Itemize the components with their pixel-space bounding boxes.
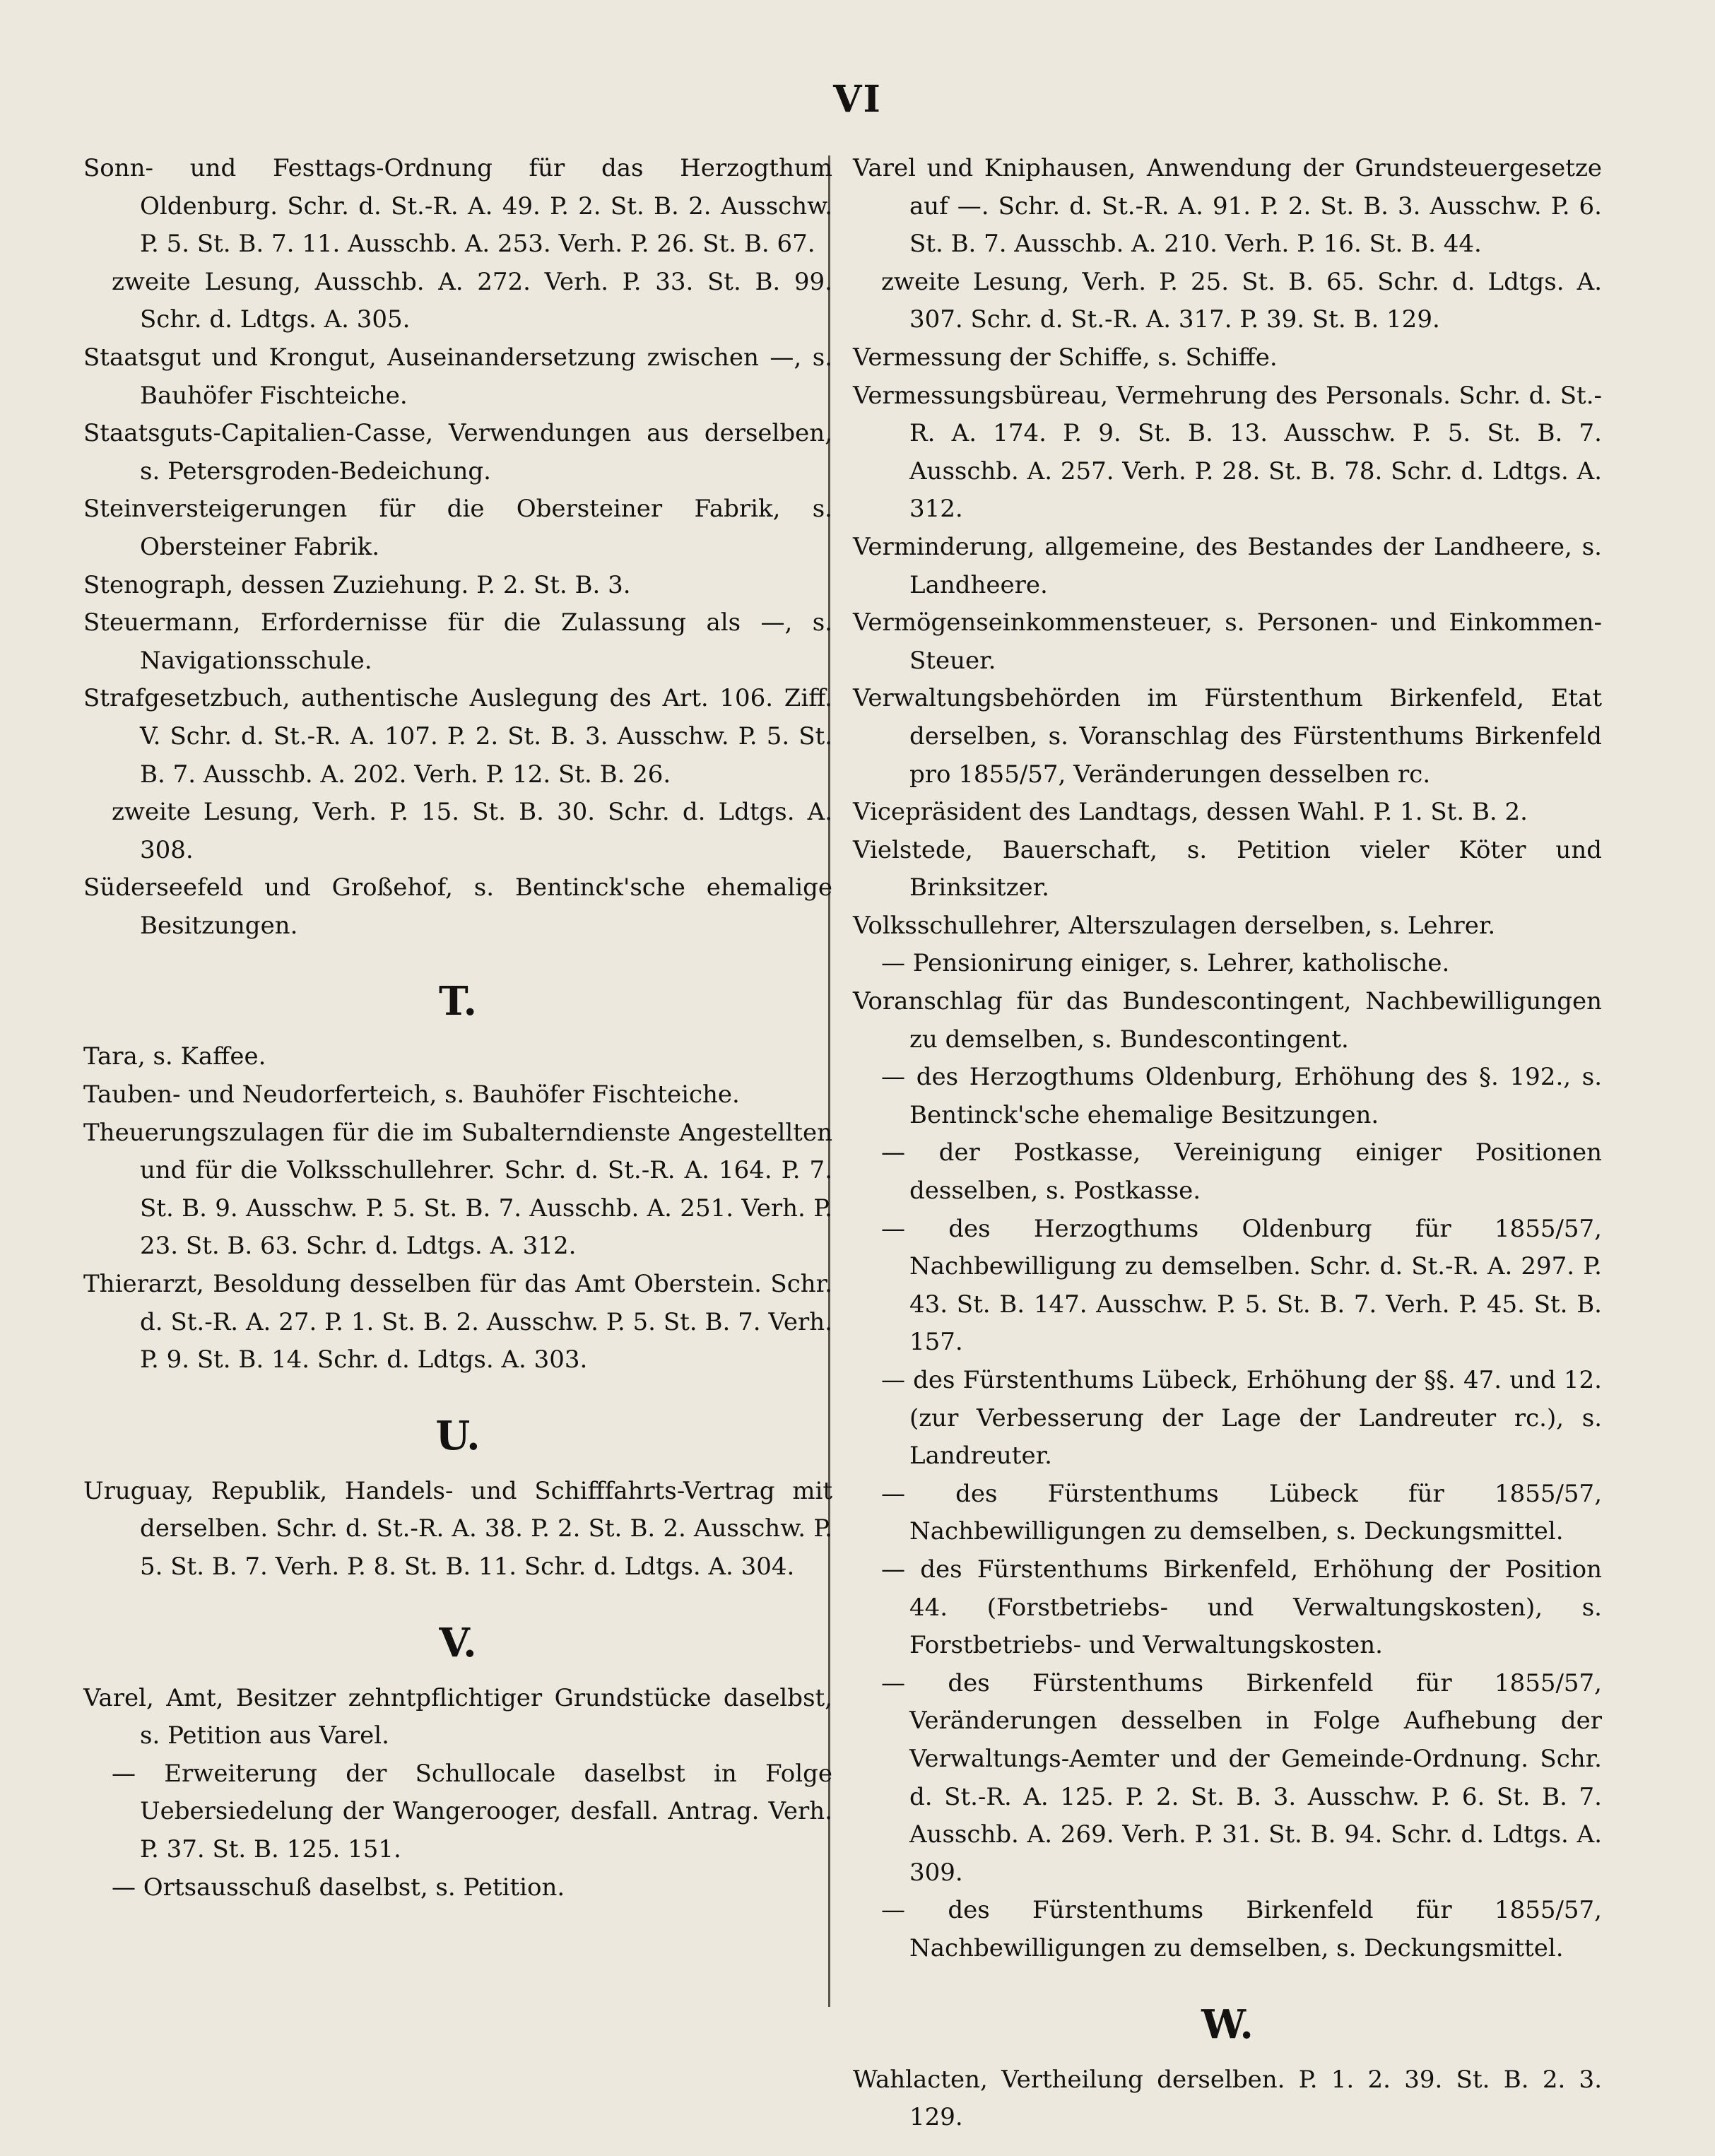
index-entry: Vicepräsident des Landtags, dessen Wahl. P. 1. St. B. 2. [853, 798, 1528, 827]
index-entry: Vermessungsbüreau, Vermehrung des Personals. Schr. d. St.-R. A. 174. P. 9. St. B. 13. Ausschw. P. 5. St. B. 7. Ausschb. A. 257. Verh. P. 28. St. B. 78. Schr. d. Ldtgs. A. 312. [853, 381, 1602, 524]
left-column [83, 150, 832, 1907]
index-entry: Verwaltungsbehörden im Fürstenthum Birkenfeld, Etat derselben, s. Voranschlag des Fürstenthums Birkenfeld pro 1855/57, Veränderungen desselben rc. [853, 684, 1602, 789]
index-subentry: — Pensionirung einiger, s. Lehrer, katholische. [881, 949, 1450, 978]
section-letter-v: V. [439, 1619, 477, 1666]
index-entry: Vermessung der Schiffe, s. Schiffe. [853, 343, 1278, 372]
index-entry: Vermögenseinkommensteuer, s. Personen- und Einkommen-Steuer. [853, 608, 1602, 675]
index-subentry: — Ortsausschuß daselbst, s. Petition. [112, 1873, 565, 1902]
index-entry: Steinversteigerungen für die Obersteiner Fabrik, s. Obersteiner Fabrik. [83, 495, 832, 561]
index-subentry: zweite Lesung, Verh. P. 25. St. B. 65. Schr. d. Ldtgs. A. 307. Schr. d. St.-R. A. 317. P. 39. St. B. 129. [881, 267, 1602, 334]
index-subentry: — Erweiterung der Schullocale daselbst in Folge Uebersiedelung der Wangerooger, desfall. Antrag. Verh. P. 37. St. B. 125. 151. [112, 1759, 832, 1863]
index-entry: Tauben- und Neudorferteich, s. Bauhöfer Fischteiche. [83, 1080, 740, 1109]
index-entry: Staatsgut und Krongut, Auseinandersetzung zwischen —, s. Bauhöfer Fischteiche. [83, 343, 832, 410]
index-subentry: — des Herzogthums Oldenburg, Erhöhung des §. 192., s. Bentinck'sche ehemalige Besitzungen. [881, 1063, 1602, 1129]
index-subentry: — des Fürstenthums Birkenfeld, Erhöhung der Position 44. (Forstbetriebs- und Verwaltungskosten), s. Forstbetriebs- und Verwaltungskosten. [881, 1555, 1602, 1660]
index-entry: Thierarzt, Besoldung desselben für das Amt Oberstein. Schr. d. St.-R. A. 27. P. 1. St. B. 2. Ausschw. P. 5. St. B. 7. Verh. P. 9. St. B. 14. Schr. d. Ldtgs. A. 303. [83, 1270, 832, 1374]
index-subentry: zweite Lesung, Verh. P. 15. St. B. 30. Schr. d. Ldtgs. A. 308. [112, 798, 832, 864]
index-entry: Vielstede, Bauerschaft, s. Petition vieler Köter und Brinksitzer. [853, 835, 1602, 902]
index-entry: Steuermann, Erfordernisse für die Zulassung als —, s. Navigationsschule. [83, 608, 832, 675]
index-entry: Uruguay, Republik, Handels- und Schifffahrts-Vertrag mit derselben. Schr. d. St.-R. A. 38. P. 2. St. B. 2. Ausschw. P. 5. St. B. 7. Verh. P. 8. St. B. 11. Schr. d. Ldtgs. A. 304. [83, 1476, 832, 1581]
page-number: VI [833, 78, 882, 121]
index-entry: Staatsguts-Capitalien-Casse, Verwendungen aus derselben, s. Petersgroden-Bedeichung. [83, 419, 832, 485]
index-entry: Varel und Kniphausen, Anwendung der Grundsteuergesetze auf —. Schr. d. St.-R. A. 91. P. 2. St. B. 3. Ausschw. P. 6. St. B. 7. Ausschb. A. 210. Verh. P. 16. St. B. 44. [853, 154, 1602, 259]
index-entry: Voranschlag für das Bundescontingent, Nachbewilligungen zu demselben, s. Bundescontingent. [853, 987, 1602, 1054]
index-entry: Sonn- und Festtags-Ordnung für das Herzogthum Oldenburg. Schr. d. St.-R. A. 49. P. 2. St. B. 2. Ausschw. P. 5. St. B. 7. 11. Ausschb. A. 253. Verh. P. 26. St. B. 67. [83, 154, 832, 259]
index-subentry: zweite Lesung, Ausschb. A. 272. Verh. P. 33. St. B. 99. Schr. d. Ldtgs. A. 305. [112, 267, 832, 334]
section-letter-w: W. [1201, 2001, 1254, 2048]
index-entry: Strafgesetzbuch, authentische Auslegung des Art. 106. Ziff. V. Schr. d. St.-R. A. 107. P. 2. St. B. 3. Ausschw. P. 5. St. B. 7. Ausschb. A. 202. Verh. P. 12. St. B. 26. [83, 684, 832, 789]
section-letter-u: U. [435, 1412, 481, 1459]
index-entry: Wahlacten, Vertheilung derselben. P. 1. 2. 39. St. B. 2. 3. 129. [853, 2065, 1602, 2132]
index-entry: Varel, Amt, Besitzer zehntpflichtiger Grundstücke daselbst, s. Petition aus Varel. [83, 1683, 832, 1750]
index-subentry: — des Fürstenthums Lübeck, Erhöhung der §§. 47. und 12. (zur Verbesserung der Lage der Landreuter rc.), s. Landreuter. [881, 1366, 1602, 1471]
index-entry: Tara, s. Kaffee. [83, 1042, 266, 1071]
right-column [853, 150, 1602, 2137]
index-subentry: — des Fürstenthums Lübeck für 1855/57, Nachbewilligungen zu demselben, s. Deckungsmittel. [881, 1479, 1602, 1546]
index-entry: Theuerungszulagen für die im Subalterndienste Angestellten und für die Volksschullehrer. Schr. d. St.-R. A. 164. P. 7. St. B. 9. Ausschw. P. 5. St. B. 7. Ausschb. A. 251. Verh. P. 23. St. B. 63. Schr. d. Ldtgs. A. 312. [83, 1118, 832, 1261]
index-entry: Stenograph, dessen Zuziehung. P. 2. St. B. 3. [83, 570, 631, 599]
index-entry: Süderseefeld und Großehof, s. Bentinck'sche ehemalige Besitzungen. [83, 873, 832, 940]
index-subentry: — des Fürstenthums Birkenfeld für 1855/57, Nachbewilligungen zu demselben, s. Deckungsmittel. [881, 1896, 1602, 1962]
index-subentry: — der Postkasse, Vereinigung einiger Positionen desselben, s. Postkasse. [881, 1138, 1602, 1206]
index-subentry: — des Herzogthums Oldenburg für 1855/57, Nachbewilligung zu demselben. Schr. d. St.-R. A. 297. P. 43. St. B. 147. Ausschw. P. 5. St. B. 7. Verh. P. 45. St. B. 157. [881, 1214, 1602, 1357]
index-entry: Verminderung, allgemeine, des Bestandes der Landheere, s. Landheere. [853, 532, 1602, 599]
index-subentry: — des Fürstenthums Birkenfeld für 1855/57, Veränderungen desselben in Folge Aufhebung der Verwaltungs-Aemter und der Gemeinde-Ordnung. Schr. d. St.-R. A. 125. P. 2. St. B. 3. Ausschw. P. 6. St. B. 7. Ausschb. A. 269. Verh. P. 31. St. B. 94. Schr. d. Ldtgs. A. 309. [881, 1668, 1602, 1887]
index-entry: Volksschullehrer, Alterszulagen derselben, s. Lehrer. [853, 911, 1496, 940]
section-letter-t: T. [439, 978, 477, 1025]
